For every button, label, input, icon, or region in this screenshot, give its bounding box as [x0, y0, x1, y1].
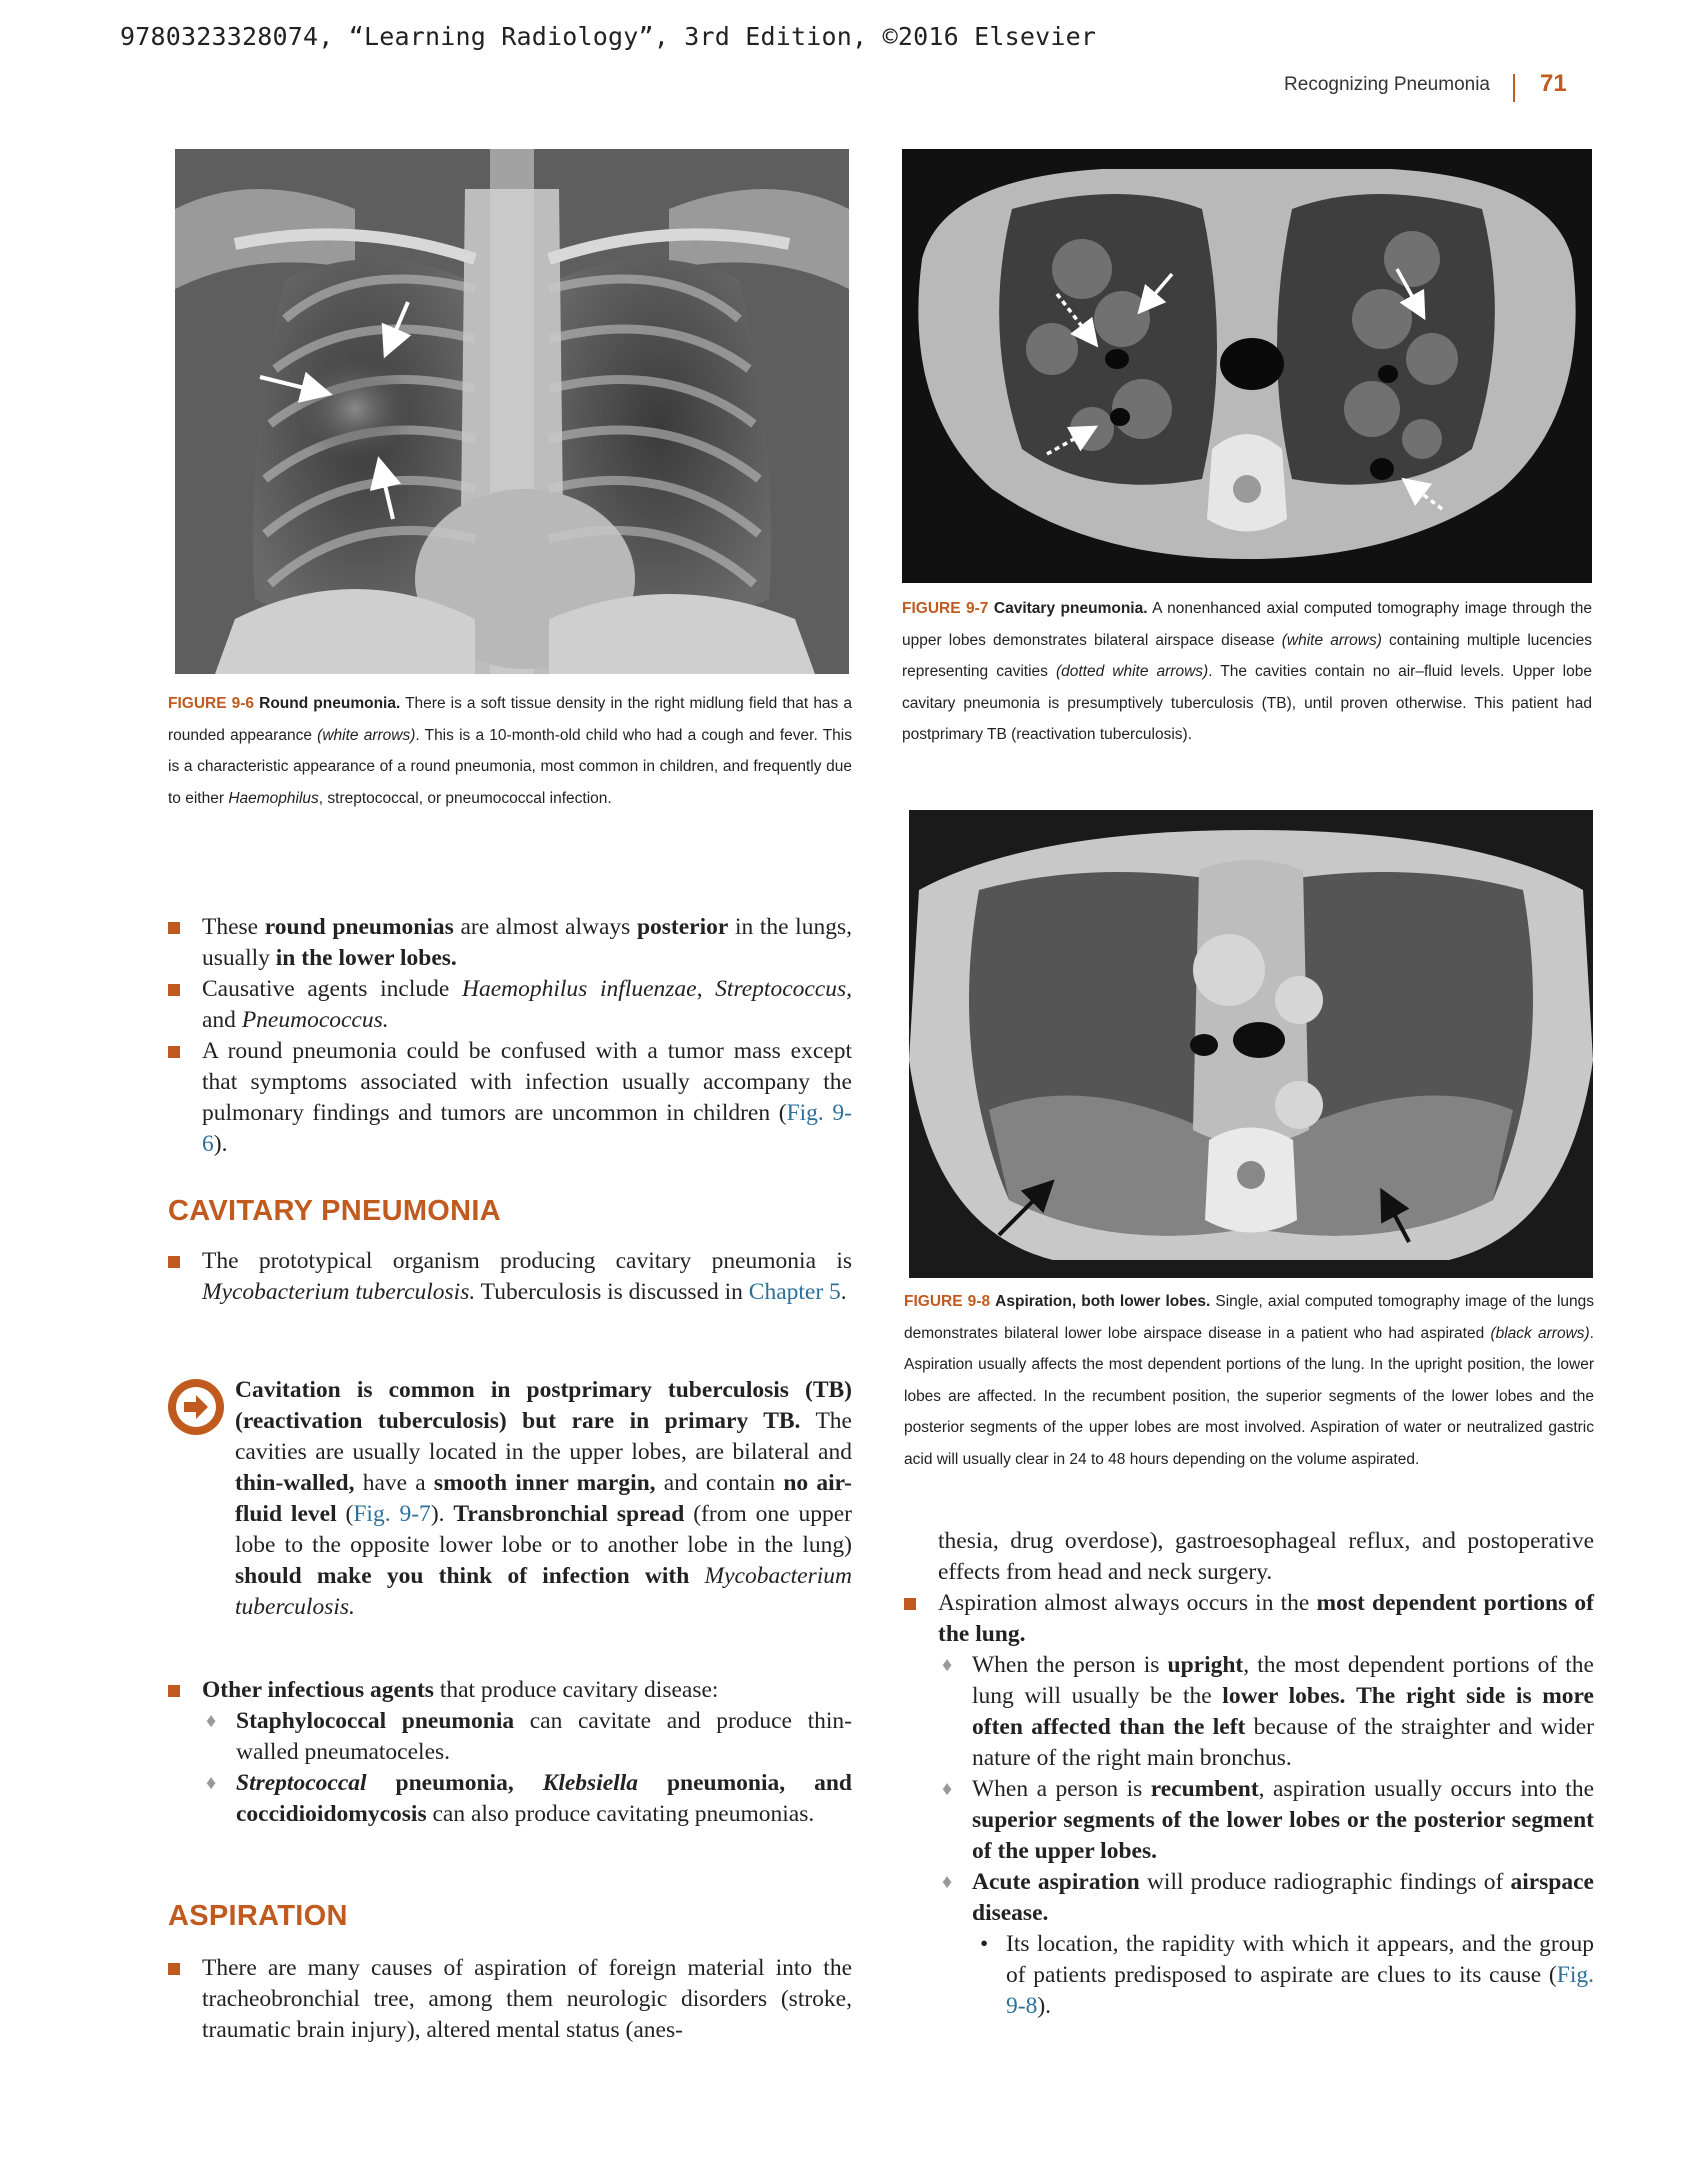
figure-9-8-image	[909, 810, 1593, 1278]
caption-italic: (white arrows)	[1281, 631, 1382, 649]
caption-text: Single, axial computed tomography image of the lungs demonstrates bilateral lower lobe airspace disease in a patient who had aspirated	[904, 1293, 1595, 1342]
list-item: Aspiration almost always occurs in the most dependent portions of the lung. ♦ When the person is upright, the most dependent portions of the lung will usually be the lower lobes. The right side is more often affected than the left because of the straighter and wider nature of the right main bronchus. ♦ When a person is recumbent, aspiration usually occurs into the superior segments of the lower lobes or the posterior segment of the upper lobes. ♦ Acute aspiration will produce radiographic findings of airspace disease. • Its location, the rapidity with which it appears, and the group of patients predisposed to aspirate are clues to its cause (Fig. 9-8).	[904, 1588, 1594, 2022]
caption-text: , streptococcal, or pneumococcal infection.	[318, 789, 612, 807]
bullet-marker	[168, 984, 180, 996]
figure-label: FIGURE 9-7	[902, 600, 989, 617]
figure-9-7-caption	[902, 593, 1592, 751]
figure-9-6-caption	[168, 688, 852, 814]
list-item: The prototypical organism producing cavitary pneumonia is Mycobacterium tuberculosis. Tuberculosis is discussed in Chapter 5.	[168, 1246, 852, 1308]
list-item: Causative agents include Haemophilus influenzae, Streptococcus, and Pneumococcus.	[168, 974, 852, 1036]
caption-text: . The cavities contain no air–fluid levels. Upper lobe cavitary pneumonia is presumptively tuberculosis (TB), until proven otherwise. This patient had postprimary TB (reactivation tuberculosis).	[902, 663, 1592, 743]
diamond-bullet: ♦	[942, 1778, 953, 1800]
pearl-text: Cavitation is common in postprimary tuberculosis (TB) (reactivation tuberculosis) but rare in primary TB. The cavities are usually located in the upper lobes, are bilateral and thin-walled, have a smooth inner margin, and contain no air-fluid level (Fig. 9-7). Transbronchial spread (from one upper lobe to the opposite lower lobe or to another lobe in the lung) should make you think of infection with Mycobacterium tuberculosis.	[235, 1377, 853, 1620]
figure-label: FIGURE 9-6	[168, 695, 255, 712]
caption-italic: (black arrows)	[1490, 1324, 1590, 1342]
figure-label: FIGURE 9-8	[904, 1293, 991, 1310]
figure-link[interactable]: Fig. 9-6	[202, 1100, 853, 1157]
diamond-bullet: ♦	[206, 1772, 217, 1794]
sub-sub-list-item: • Its location, the rapidity with which it appears, and the group of patients predisposed to aspirate are clues to its cause (Fig. 9-8).	[980, 1931, 1594, 2019]
section-heading-aspiration: ASPIRATION	[168, 1900, 348, 1932]
chapter-link[interactable]: Chapter 5	[748, 1279, 841, 1305]
running-head: Recognizing Pneumonia	[1284, 74, 1490, 95]
list-item: There are many causes of aspiration of foreign material into the tracheobronchial tree, among them neurologic disorders (stroke, traumatic brain injury), altered mental status (anes-	[168, 1953, 852, 2046]
sub-list-item: ♦ Staphylococcal pneumonia can cavitate and produce thin-walled pneumatoceles.	[206, 1708, 852, 1765]
sub-list-item: ♦ Acute aspiration will produce radiographic findings of airspace disease. • Its location, the rapidity with which it appears, and the group of patients predisposed to aspirate are clues to its cause (Fig. 9-8).	[938, 1867, 1594, 2022]
bullet-marker	[168, 1256, 180, 1268]
bullet-marker	[168, 1963, 180, 1975]
figure-link[interactable]: Fig. 9-7	[353, 1501, 431, 1527]
round-pneumonia-bullets	[168, 912, 852, 1160]
bullet-marker	[168, 1685, 180, 1697]
figure-title: Aspiration, both lower lobes.	[995, 1293, 1211, 1310]
sub-list-item: ♦ Streptococcal pneumonia, Klebsiella pneumonia, and coccidioidomycosis can also produce cavitating pneumonias.	[206, 1770, 852, 1827]
caption-text: A nonenhanced axial computed tomography image through the upper lobes demonstrates bilateral airspace disease	[902, 600, 1592, 649]
sub-list-item: ♦ When the person is upright, the most dependent portions of the lung will usually be the lower lobes. The right side is more often affected than the left because of the straighter and wider nature of the right main bronchus.	[942, 1652, 1595, 1771]
caption-text: . This is a 10-month-old child who had a cough and fever. This is a characteristic appearance of a round pneumonia, most common in children, and frequently due to either	[168, 726, 852, 807]
caption-italic: (dotted white arrows)	[1055, 663, 1209, 680]
caption-text: . Aspiration usually affects the most dependent portions of the lung. In the upright position, the lower lobes are affected. In the recumbent position, the superior segments of the lower lobes and the posterior segments of the upper lobes are most involved. Aspiration of water or neutralized gastric acid will usually clear in 24 to 48 hours depending on the volume aspirated.	[904, 1324, 1594, 1468]
bullet-marker	[904, 1598, 916, 1610]
list-item: A round pneumonia could be confused with a tumor mass except that symptoms associated with infection usually accompany the pulmonary findings and tumors are uncommon in children (Fig. 9-6).	[168, 1036, 852, 1160]
bullet-marker	[168, 922, 180, 934]
figure-9-8-caption	[904, 1286, 1594, 1475]
cavitary-bullets	[168, 1246, 852, 1308]
sub-list-item: ♦ When a person is recumbent, aspiration usually occurs into the superior segments of the lower lobes or the posterior segment of the upper lobes.	[942, 1776, 1595, 1864]
continued-text: thesia, drug overdose), gastroesophageal reflux, and postoperative effects from head and neck surgery.	[938, 1528, 1594, 1585]
diamond-bullet: ♦	[942, 1654, 953, 1676]
caption-text: containing multiple lucencies representing cavities	[902, 631, 1592, 680]
figure-link[interactable]: Fig. 9-8	[1006, 1962, 1594, 2019]
caption-text: There is a soft tissue density in the right midlung field that has a rounded appearance	[168, 695, 853, 744]
diamond-bullet: ♦	[942, 1871, 953, 1893]
figure-9-6-image	[175, 149, 849, 674]
isbn-line: 9780323328074, “Learning Radiology”, 3rd Edition, ©2016 Elsevier	[120, 22, 1097, 51]
page-number: 71	[1540, 70, 1567, 97]
caption-italic: (white arrows)	[317, 726, 416, 744]
section-heading-cavitary: CAVITARY PNEUMONIA	[168, 1195, 502, 1227]
aspiration-continued	[904, 1526, 1594, 2022]
arrow-icon	[168, 1379, 224, 1435]
pearl-icon	[168, 1379, 224, 1435]
header-rule	[1513, 74, 1515, 102]
figure-title: Round pneumonia.	[259, 695, 401, 712]
list-item: These round pneumonias are almost always posterior in the lungs, usually in the lower lobes.	[168, 912, 852, 974]
figure-9-7-image	[902, 149, 1592, 583]
diamond-bullet: ♦	[206, 1710, 217, 1732]
figure-title: Cavitary pneumonia.	[993, 600, 1148, 617]
dot-bullet: •	[980, 1931, 989, 1957]
list-item: Other infectious agents that produce cavitary disease: ♦ Staphylococcal pneumonia can cavitate and produce thin-walled pneumatoceles. ♦ Streptococcal pneumonia, Klebsiella pneumonia, and coccidioidomycosis can also produce cavitating pneumonias.	[168, 1675, 852, 1830]
other-agents-list	[168, 1675, 852, 1830]
aspiration-bullets	[168, 1953, 852, 2046]
bullet-marker	[168, 1046, 180, 1058]
caption-italic: Haemophilus	[228, 789, 319, 807]
